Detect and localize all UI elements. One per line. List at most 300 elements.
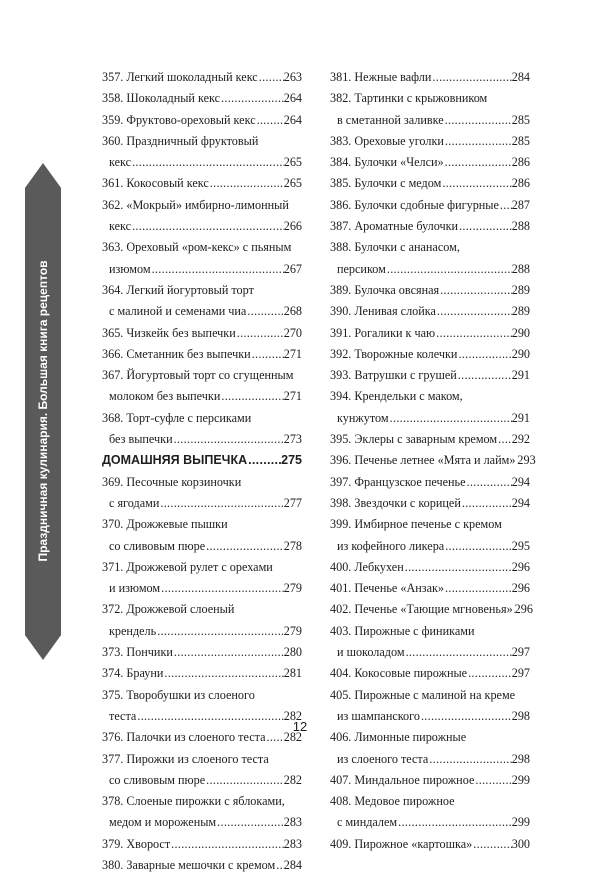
toc-entry-title: 372. Дрожжевой слоеный: [102, 602, 235, 617]
toc-entry-line: [330, 429, 530, 450]
toc-entry-line: [330, 493, 530, 514]
toc-entry-title: из кофейного ликера: [337, 538, 445, 553]
toc-page-number: 289: [511, 304, 530, 319]
toc-entry-title: кекс: [109, 155, 132, 170]
leader-dots: [173, 642, 284, 663]
toc-entry-title: 376. Палочки из слоеного теста: [102, 730, 266, 745]
toc-page-number: 299: [511, 772, 530, 787]
toc-entry-line: [330, 195, 530, 216]
toc-entry: [330, 770, 530, 791]
toc-entry: [102, 323, 302, 344]
leader-dots: [258, 67, 284, 88]
toc-entry: [330, 195, 530, 216]
toc-entry-line: [330, 408, 530, 429]
toc-entry-title: персиком: [337, 261, 386, 276]
toc-entry-line: [330, 749, 530, 770]
toc-page-number: 282: [283, 772, 302, 787]
toc-entry-title: 381. Нежные вафли: [330, 70, 432, 84]
toc-entry: [330, 578, 530, 599]
toc-entry-title: 382. Тартинки с крыжовником: [330, 91, 488, 106]
toc-page-number: 296: [514, 602, 533, 617]
toc-entry-line: [330, 259, 530, 280]
toc-entry-line: [330, 450, 536, 471]
toc-page-number: 284: [511, 70, 530, 84]
leader-dots: [458, 216, 512, 237]
leader-dots: [444, 152, 512, 173]
toc-entry: [330, 599, 533, 620]
toc-entry-title: 361. Кокосовый кекс: [102, 176, 209, 191]
leader-dots: [457, 365, 512, 386]
toc-entry: [330, 88, 530, 131]
toc-entry: [102, 88, 302, 109]
toc-entry-line: [330, 812, 530, 833]
toc-entry-title: 389. Булочка овсяная: [330, 282, 440, 297]
toc-page-number: 271: [283, 346, 302, 361]
toc-entry-line: [330, 685, 530, 706]
toc-entry: [330, 301, 530, 322]
toc-entry-line: [330, 237, 530, 258]
toc-page-number: 294: [511, 495, 530, 510]
leader-dots: [256, 110, 284, 131]
toc-entry-title: 359. Фруктово-ореховый кекс: [102, 112, 256, 127]
toc-page-number: 298: [511, 751, 530, 766]
toc-page-number: 297: [511, 645, 530, 660]
toc-entry-line: [102, 536, 302, 557]
toc-entry: [330, 280, 530, 301]
toc-entry-title: 406. Лимонные пирожные: [330, 730, 467, 745]
toc-entry-line: [330, 642, 530, 663]
toc-entry-title: 360. Праздничный фруктовый: [102, 133, 259, 148]
toc-entry-line: [102, 599, 302, 620]
leader-dots: [497, 429, 512, 450]
toc-page-number: 273: [283, 432, 302, 447]
toc-entry-title: 358. Шоколадный кекс: [102, 91, 221, 106]
toc-entry: [102, 237, 302, 280]
toc-entry-line: [102, 237, 302, 258]
toc-entry-title: из шампанского: [337, 708, 420, 723]
toc-entry-title: и изюмом: [109, 581, 161, 596]
toc-page-number: 279: [283, 581, 302, 596]
toc-entry-title: с миндалем: [337, 815, 398, 830]
toc-entry-line: [102, 749, 302, 770]
leader-dots: [251, 344, 284, 365]
leader-dots: [170, 834, 284, 855]
toc-page-number: 298: [511, 708, 530, 723]
toc-entry-line: [102, 216, 302, 237]
toc-column-left: [102, 67, 302, 876]
section-heading: [102, 450, 302, 471]
toc-page-number: 290: [511, 346, 530, 361]
toc-entry-line: [330, 557, 530, 578]
toc-entry-line: [102, 259, 302, 280]
toc-entry-title: 409. Пирожное «картошка»: [330, 836, 473, 851]
toc-entry-title: 408. Медовое пирожное: [330, 794, 455, 809]
toc-entry-line: [102, 685, 302, 706]
toc-entry-line: [330, 770, 530, 791]
toc-page-number: 270: [283, 325, 302, 340]
toc-entry-line: [330, 280, 530, 301]
toc-entry: [102, 599, 302, 642]
leader-dots: [474, 770, 511, 791]
leader-dots: [457, 344, 511, 365]
toc-entry-line: [102, 812, 302, 833]
toc-page-number: 295: [511, 538, 530, 553]
toc-entry-title: 402. Печенье «Тающие мгновенья»: [330, 602, 513, 617]
toc-entry-line: [102, 557, 302, 578]
toc-page-number: 279: [283, 623, 302, 638]
leader-dots: [435, 323, 512, 344]
toc-entry-title: 363. Ореховый «ром-кекс» с пьяным: [102, 240, 292, 255]
toc-entry: [330, 834, 530, 855]
toc-entry: [330, 216, 530, 237]
leader-dots: [439, 280, 512, 301]
toc-entry: [330, 131, 530, 152]
toc-entry-title: 398. Звездочки с корицей: [330, 495, 461, 510]
toc-entry-title: 379. Хворост: [102, 836, 171, 851]
toc-entry-line: [330, 472, 530, 493]
toc-page-number: 300: [511, 836, 530, 851]
toc-entry-title: 397. Французское печенье: [330, 474, 466, 489]
toc-column-right: [330, 67, 536, 855]
leader-dots: [389, 408, 512, 429]
toc-entry-title: 384. Булочки «Челси»: [330, 155, 444, 170]
leader-dots: [404, 557, 512, 578]
toc-entry-line: [330, 152, 530, 173]
toc-entry-line: [330, 536, 530, 557]
toc-entry-title: 366. Сметанник без выпечки: [102, 346, 251, 361]
leader-dots: [220, 88, 284, 109]
toc-entry-title: 391. Рогалики к чаю: [330, 325, 436, 340]
toc-page-number: 296: [511, 581, 530, 596]
leader-dots: [205, 770, 284, 791]
toc-entry: [102, 642, 302, 663]
toc-entry-title: 404. Кокосовые пирожные: [330, 666, 468, 681]
toc-entry-title: 387. Ароматные булочки: [330, 219, 459, 234]
toc-entry-line: [330, 67, 530, 88]
toc-entry-line: [102, 663, 302, 684]
toc-entry-line: [102, 770, 302, 791]
toc-entry-line: [102, 152, 302, 173]
toc-entry-title: 362. «Мокрый» имбирно-лимонный: [102, 197, 289, 212]
toc-entry: [330, 67, 530, 88]
leader-dots: [151, 259, 284, 280]
toc-entry-title: со сливовым пюре: [109, 538, 206, 553]
toc-page-number: 282: [283, 708, 302, 723]
toc-entry-title: молоком без выпечки: [109, 389, 221, 404]
toc-entry: [330, 344, 530, 365]
toc-entry-title: 401. Печенье «Анзак»: [330, 581, 445, 596]
leader-dots: [467, 663, 512, 684]
leader-dots: [236, 323, 284, 344]
toc-entry: [330, 152, 530, 173]
toc-page-number: 267: [283, 261, 302, 276]
toc-page-number: 275: [281, 453, 302, 468]
toc-entry-line: [330, 578, 530, 599]
toc-entry-line: [330, 514, 530, 535]
toc-entry-title: с малиной и семенами чиа: [109, 304, 247, 319]
toc-entry-title: 393. Ватрушки с грушей: [330, 368, 457, 383]
toc-page-number: 264: [283, 91, 302, 106]
toc-entry: [102, 855, 302, 876]
toc-entry: [330, 493, 530, 514]
leader-dots: [131, 216, 284, 237]
toc-page-number: 290: [511, 325, 530, 340]
toc-entry-line: [102, 621, 302, 642]
toc-entry: [102, 173, 302, 194]
leader-dots: [466, 472, 512, 493]
toc-entry-title: кунжутом: [337, 410, 389, 425]
toc-entry-title: 371. Дрожжевой рулет с орехами: [102, 559, 273, 574]
toc-entry: [102, 663, 302, 684]
toc-entry-line: [330, 323, 530, 344]
toc-page-number: 265: [283, 176, 302, 191]
toc-entry-line: [102, 834, 302, 855]
toc-entry-title: медом и мороженым: [109, 815, 217, 830]
toc-entry-line: [102, 67, 302, 88]
toc-entry: [102, 280, 302, 323]
toc-entry-title: 364. Легкий йогуртовый торт: [102, 282, 254, 297]
toc-page-number: 291: [511, 368, 530, 383]
toc-entry-title: 383. Ореховые уголки: [330, 133, 444, 148]
toc-page-number: 283: [283, 815, 302, 830]
toc-entry-title: 407. Миндальное пирожное: [330, 772, 475, 787]
toc-entry-line: [102, 791, 302, 812]
toc-entry-line: [330, 173, 530, 194]
toc-entry-title: 392. Творожные колечки: [330, 346, 458, 361]
leader-dots: [441, 173, 511, 194]
leader-dots: [472, 834, 511, 855]
leader-dots: [444, 131, 512, 152]
toc-entry-line: [102, 344, 302, 365]
toc-entry-title: 367. Йогуртовый торт со сгущенным: [102, 368, 294, 383]
leader-dots: [405, 642, 512, 663]
toc-entry-line: [102, 195, 302, 216]
toc-entry-title: 405. Пирожные с малиной на креме: [330, 687, 516, 702]
toc-entry: [102, 514, 302, 557]
toc-page-number: 265: [283, 155, 302, 170]
toc-entry-line: [330, 344, 530, 365]
toc-page-number: 281: [283, 666, 302, 681]
toc-page-number: 297: [511, 666, 530, 681]
toc-entry: [330, 557, 530, 578]
toc-entry-title: в сметанной заливке: [337, 112, 444, 127]
leader-dots: [160, 578, 284, 599]
leader-dots: [461, 493, 512, 514]
toc-entry: [102, 67, 302, 88]
leader-dots: [275, 855, 283, 876]
toc-page-number: 289: [511, 282, 530, 297]
toc-entry-title: 400. Лебкухен: [330, 559, 404, 574]
toc-entry: [102, 131, 302, 174]
toc-page-number: 299: [511, 815, 530, 830]
toc-entry-line: [102, 323, 302, 344]
toc-page-number: 285: [511, 112, 530, 127]
toc-entry: [102, 110, 302, 131]
toc-entry-title: 370. Дрожжевые пышки: [102, 517, 228, 532]
toc-entry: [330, 514, 530, 557]
toc-entry-line: [330, 791, 530, 812]
toc-entry-title: 357. Легкий шоколадный кекс: [102, 70, 258, 84]
toc-entry-line: [102, 408, 302, 429]
toc-entry-line: [102, 386, 302, 407]
leader-dots: [246, 301, 283, 322]
leader-dots: [159, 493, 283, 514]
toc-entry: [102, 365, 302, 408]
toc-entry: [330, 237, 530, 280]
toc-entry-line: [102, 173, 302, 194]
toc-page-number: 277: [283, 495, 302, 510]
toc-entry: [102, 791, 302, 834]
leader-dots: [444, 110, 512, 131]
toc-entry-line: [102, 642, 302, 663]
toc-entry: [330, 365, 530, 386]
toc-page-number: 266: [283, 219, 302, 234]
toc-entry-title: 385. Булочки с медом: [330, 176, 442, 191]
toc-entry-line: [330, 834, 530, 855]
toc-entry: [102, 472, 302, 515]
leader-dots: [220, 386, 283, 407]
toc-entry: [330, 323, 530, 344]
toc-entry-title: 386. Булочки сдобные фигурные: [330, 197, 499, 212]
toc-page-number: 285: [511, 133, 530, 148]
toc-page-number: 263: [283, 70, 302, 84]
toc-entry: [330, 663, 530, 684]
toc-page-number: 282: [283, 730, 302, 745]
leader-dots: [209, 173, 284, 194]
toc-entry-title: из слоеного теста: [337, 751, 429, 766]
toc-entry-line: [330, 663, 530, 684]
toc-entry-title: со сливовым пюре: [109, 772, 206, 787]
toc-entry-line: [330, 599, 533, 620]
toc-entry-title: с ягодами: [109, 495, 160, 510]
toc-entry-line: [330, 216, 530, 237]
toc-entry-line: [330, 301, 530, 322]
toc-entry-line: [330, 621, 530, 642]
toc-page-number: 288: [511, 261, 530, 276]
side-title: Праздничная кулинария. Большая книга рецептов: [36, 260, 50, 562]
toc-page-number: 288: [511, 219, 530, 234]
toc-entry-title: 377. Пирожки из слоеного теста: [102, 751, 269, 766]
toc-page-number: 286: [511, 176, 530, 191]
toc-entry: [102, 834, 302, 855]
toc-entry: [102, 344, 302, 365]
toc-entry-line: [330, 131, 530, 152]
toc-entry-title: 373. Пончики: [102, 645, 173, 660]
toc-entry-line: [330, 110, 530, 131]
toc-entry-title: 396. Печенье летнее «Мята и лайм»: [330, 453, 516, 468]
leader-dots: [173, 429, 284, 450]
toc-entry: [330, 472, 530, 493]
leader-dots: [444, 578, 512, 599]
toc-entry-title: 403. Пирожные с финиками: [330, 623, 475, 638]
toc-entry-title: 374. Брауни: [102, 666, 164, 681]
toc-entry-title: и шоколадом: [337, 645, 405, 660]
toc-entry-title: 380. Заварные мешочки с кремом: [102, 857, 276, 872]
toc-page-number: 264: [283, 112, 302, 127]
toc-entry-line: [102, 429, 302, 450]
leader-dots: [444, 536, 512, 557]
page-number: 12: [292, 719, 308, 734]
toc-page-number: 286: [511, 155, 530, 170]
toc-entry-line: [102, 110, 302, 131]
leader-dots: [431, 67, 511, 88]
toc-entry-line: [102, 578, 302, 599]
toc-entry: [330, 791, 530, 834]
toc-entry-title: без выпечки: [109, 432, 173, 447]
leader-dots: [156, 621, 284, 642]
toc-entry-title: 395. Эклеры с заварным кремом: [330, 432, 498, 447]
toc-entry-line: [102, 514, 302, 535]
toc-entry-line: [102, 280, 302, 301]
leader-dots: [386, 259, 512, 280]
toc-entry-title: крендель: [109, 623, 157, 638]
toc-entry-line: [102, 301, 302, 322]
toc-entry-title: ДОМАШНЯЯ ВЫПЕЧКА: [102, 453, 248, 468]
toc-page-number: 294: [511, 474, 530, 489]
toc-page-number: 292: [511, 432, 530, 447]
toc-entry-title: 368. Торт-суфле с персиками: [102, 410, 252, 425]
toc-entry-line: [102, 131, 302, 152]
toc-entry-line: [102, 450, 302, 471]
toc-entry: [330, 450, 536, 471]
toc-entry-line: [102, 493, 302, 514]
toc-entry-title: 388. Булочки с ананасом,: [330, 240, 460, 255]
toc-page-number: 284: [283, 857, 302, 872]
leader-dots: [205, 536, 284, 557]
toc-entry-line: [102, 88, 302, 109]
toc-entry-title: 394. Крендельки с маком,: [330, 389, 463, 404]
toc-entry: [330, 173, 530, 194]
toc-page-number: 278: [283, 538, 302, 553]
toc-entry-title: 365. Чизкейк без выпечки: [102, 325, 236, 340]
toc-page-number: 280: [283, 645, 302, 660]
toc-page-number: 293: [517, 453, 536, 468]
toc-entry: [330, 429, 530, 450]
toc-entry-line: [102, 855, 302, 876]
toc-entry-title: теста: [109, 708, 137, 723]
toc-entry-line: [330, 386, 530, 407]
toc-page-number: 271: [283, 389, 302, 404]
toc-entry-line: [330, 365, 530, 386]
leader-dots: [436, 301, 512, 322]
toc-page-number: 283: [283, 836, 302, 851]
toc-entry-title: 390. Ленивая слойка: [330, 304, 436, 319]
toc-entry-title: кекс: [109, 219, 132, 234]
toc-page-number: 291: [511, 410, 530, 425]
leader-dots: [499, 195, 512, 216]
leader-dots: [397, 812, 512, 833]
toc-page-number: 287: [511, 197, 530, 212]
toc-entry: [102, 557, 302, 600]
toc-entry-line: [330, 88, 530, 109]
toc-entry: [102, 195, 302, 238]
toc-entry-title: изюмом: [109, 261, 151, 276]
leader-dots: [216, 812, 284, 833]
leader-dots: [247, 450, 281, 471]
toc-entry-line: [102, 365, 302, 386]
toc-entry: [330, 621, 530, 664]
leader-dots: [428, 749, 511, 770]
toc-entry-title: 399. Имбирное печенье с кремом: [330, 517, 502, 532]
toc-entry-title: 375. Творобушки из слоеного: [102, 687, 255, 702]
toc-entry: [102, 749, 302, 792]
toc-page-number: 296: [511, 559, 530, 574]
leader-dots: [131, 152, 284, 173]
toc-entry: [102, 408, 302, 451]
toc-entry: [330, 386, 530, 429]
toc-entry-title: 369. Песочные корзиночки: [102, 474, 242, 489]
leader-dots: [163, 663, 283, 684]
